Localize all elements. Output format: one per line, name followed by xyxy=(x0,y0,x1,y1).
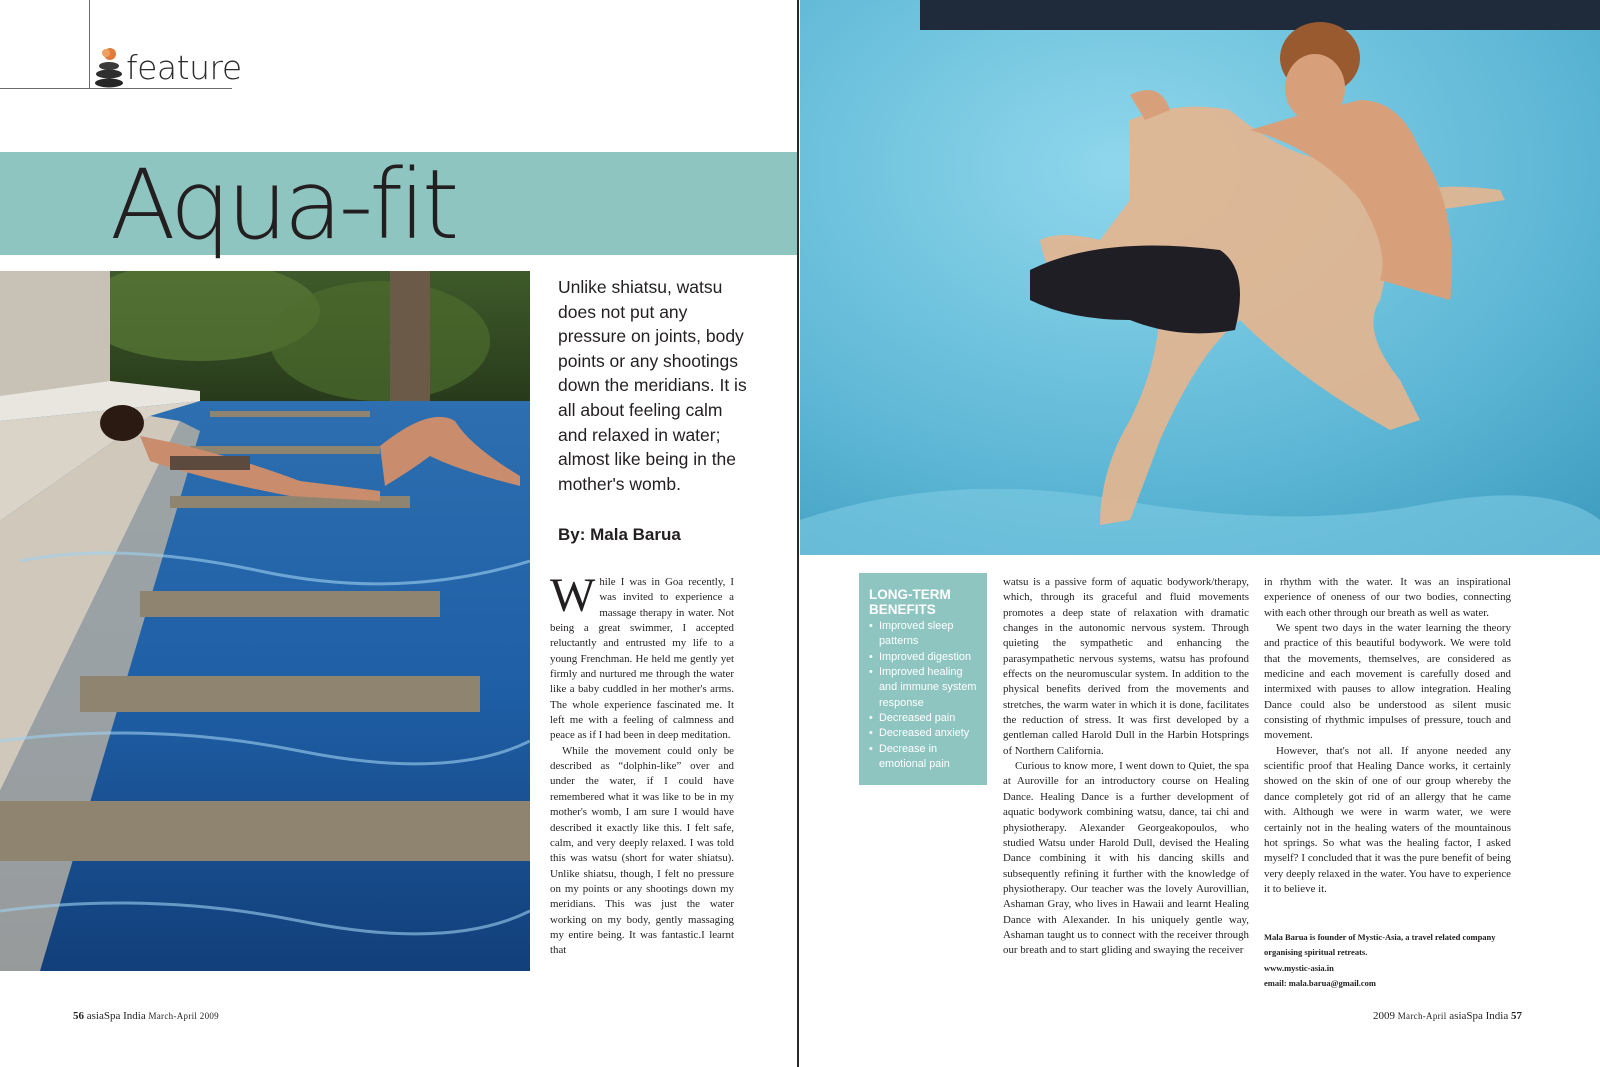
article-column-1 xyxy=(550,569,734,959)
sidebar-title: LONG-TERM BENEFITS xyxy=(869,587,951,617)
issue-date: March-April 2009 xyxy=(148,1011,219,1021)
pool-photo xyxy=(0,271,530,971)
body-paragraph: watsu is a passive form of aquatic bodywork/therapy, which, through its graceful and fluid movements promotes a deep state of relaxation with dramatic changes in the autonomic nervous system. Through quieting the sympathetic and enhancing the parasympathetic nervous systems, watsu has profound effects on the neuromuscular system. In addition to the physical benefits derived from the movements and stretches, the warm water in which it is done, facilitates the reduction of stress. It was first developed by a gentleman called Harold Dull in the Harbin Hotsprings of Northern California. xyxy=(1003,576,1249,757)
issue-date: March-April xyxy=(1397,1011,1447,1021)
spread-gutter xyxy=(797,0,799,1067)
body-paragraph: While the movement could only be described as “dolphin-like” over and under the water, if I could have remembered what it was like to be in my mother's womb, I am sure I would have described it exactly like this. I felt safe, calm, and very deeply relaxed. I was told this was watsu (short for water shiatsu). Unlike shiatsu, though, I felt no pressure on my points or any shootings down my meridians. This was just the water working on my body, gently massaging my entire being. It was fantastic.I learnt that xyxy=(550,744,734,957)
benefits-list xyxy=(869,619,977,772)
list-item: • Decrease in emotional pain xyxy=(869,742,977,773)
feature-rule-horizontal xyxy=(0,88,232,89)
list-item: • Decreased pain xyxy=(869,711,977,726)
page-number: 56 xyxy=(73,1010,84,1022)
publication-name: asiaSpa India xyxy=(1449,1010,1509,1022)
list-item: • Improved healing and immune system response xyxy=(869,665,977,711)
author-email: email: mala.barua@gmail.com xyxy=(1264,978,1377,989)
folio-right xyxy=(1373,1010,1522,1022)
issue-year: 2009 xyxy=(1373,1010,1395,1022)
article-column-2 xyxy=(1003,575,1249,959)
author-note xyxy=(1264,930,1524,992)
drop-cap: W xyxy=(550,569,596,622)
article-column-3 xyxy=(1264,575,1511,897)
page-number: 57 xyxy=(1511,1010,1522,1022)
list-item: • Decreased anxiety xyxy=(869,726,977,741)
body-paragraph: Curious to know more, I went down to Quiet, the spa at Auroville for an introductory course on Healing Dance. Healing Dance is a further development of aquatic bodywork combining watsu, dance, tai chi and physiotherapy. Alexander Georgeakopoulos, who studied Watsu under Harold Dull, devised the Healing Dance combining it with his dancing skills and subsequently refining it further with the knowledge of physiotherapy. Our teacher was the lovely Aurovillian, Ashaman Gray, who lives in Hawaii and learnt Healing Dance with Alexander. In his uniquely gentle way, Ashaman taught us to connect with the receiver through our breath and to start gliding and swaying the receiver xyxy=(1003,760,1249,957)
author-website: www.mystic-asia.in xyxy=(1264,962,1334,973)
publication-name: asiaSpa India xyxy=(86,1010,146,1022)
section-label: feature xyxy=(126,48,242,87)
pull-quote: Unlike shiatsu, watsu does not put any pressure on joints, body points or any shootings down the meridians. It is all about feeling calm and relaxed in water; almost like being in the mother's womb. xyxy=(558,277,747,494)
watsu-photo xyxy=(800,0,1600,555)
stacked-stones-icon xyxy=(94,44,124,88)
folio-left xyxy=(73,1010,219,1022)
body-paragraph: hile I was in Goa recently, I was invited to experience a massage therapy in water. Not being a great swimmer, I accepted reluctantly and entrusted my life to a young Frenchman. He held me gently yet firmly and nurtured me through the water like a baby cuddled in her mother's arms. The whole experience fascinated me. It left me with a feeling of calmness and peace as if I had been in deep meditation. xyxy=(550,576,734,742)
article-title: Aqua-fit xyxy=(110,149,456,261)
list-item: • Improved digestion xyxy=(869,650,977,665)
body-paragraph: However, that's not all. If anyone needed any scientific proof that Healing Dance works, it certainly showed on the skin of one of our group whereby the dance completely got rid of an allergy that he came with. Although we were in warm water, we were certainly not in the healing waters of the mountainous hot springs. So what was the healing factor, I asked myself? I concluded that it was the pure benefit of being very deeply relaxed in the water. You have to experience it to believe it. xyxy=(1264,744,1511,895)
list-item: • Improved sleep patterns xyxy=(869,619,977,650)
author-bio: Mala Barua is founder of Mystic-Asia, a travel related company organising spiritual retreats. xyxy=(1264,932,1496,958)
byline: By: Mala Barua xyxy=(558,525,681,544)
benefits-sidebar xyxy=(859,573,987,785)
feature-rule-vertical xyxy=(89,0,90,88)
body-paragraph: in rhythm with the water. It was an inspirational experience of oneness of our two bodies, connecting with each other through our breath as well as water. xyxy=(1264,576,1511,619)
body-paragraph: We spent two days in the water learning the theory and practice of this beautiful bodywork. We were told that the movements, themselves, are considered as medicine and each movement is carefully dosed and intermixed with pauses to allow integration. Healing Dance could also be understood as silent music consisting of rhythmic impulses of pressure, touch and movement. xyxy=(1264,622,1511,742)
